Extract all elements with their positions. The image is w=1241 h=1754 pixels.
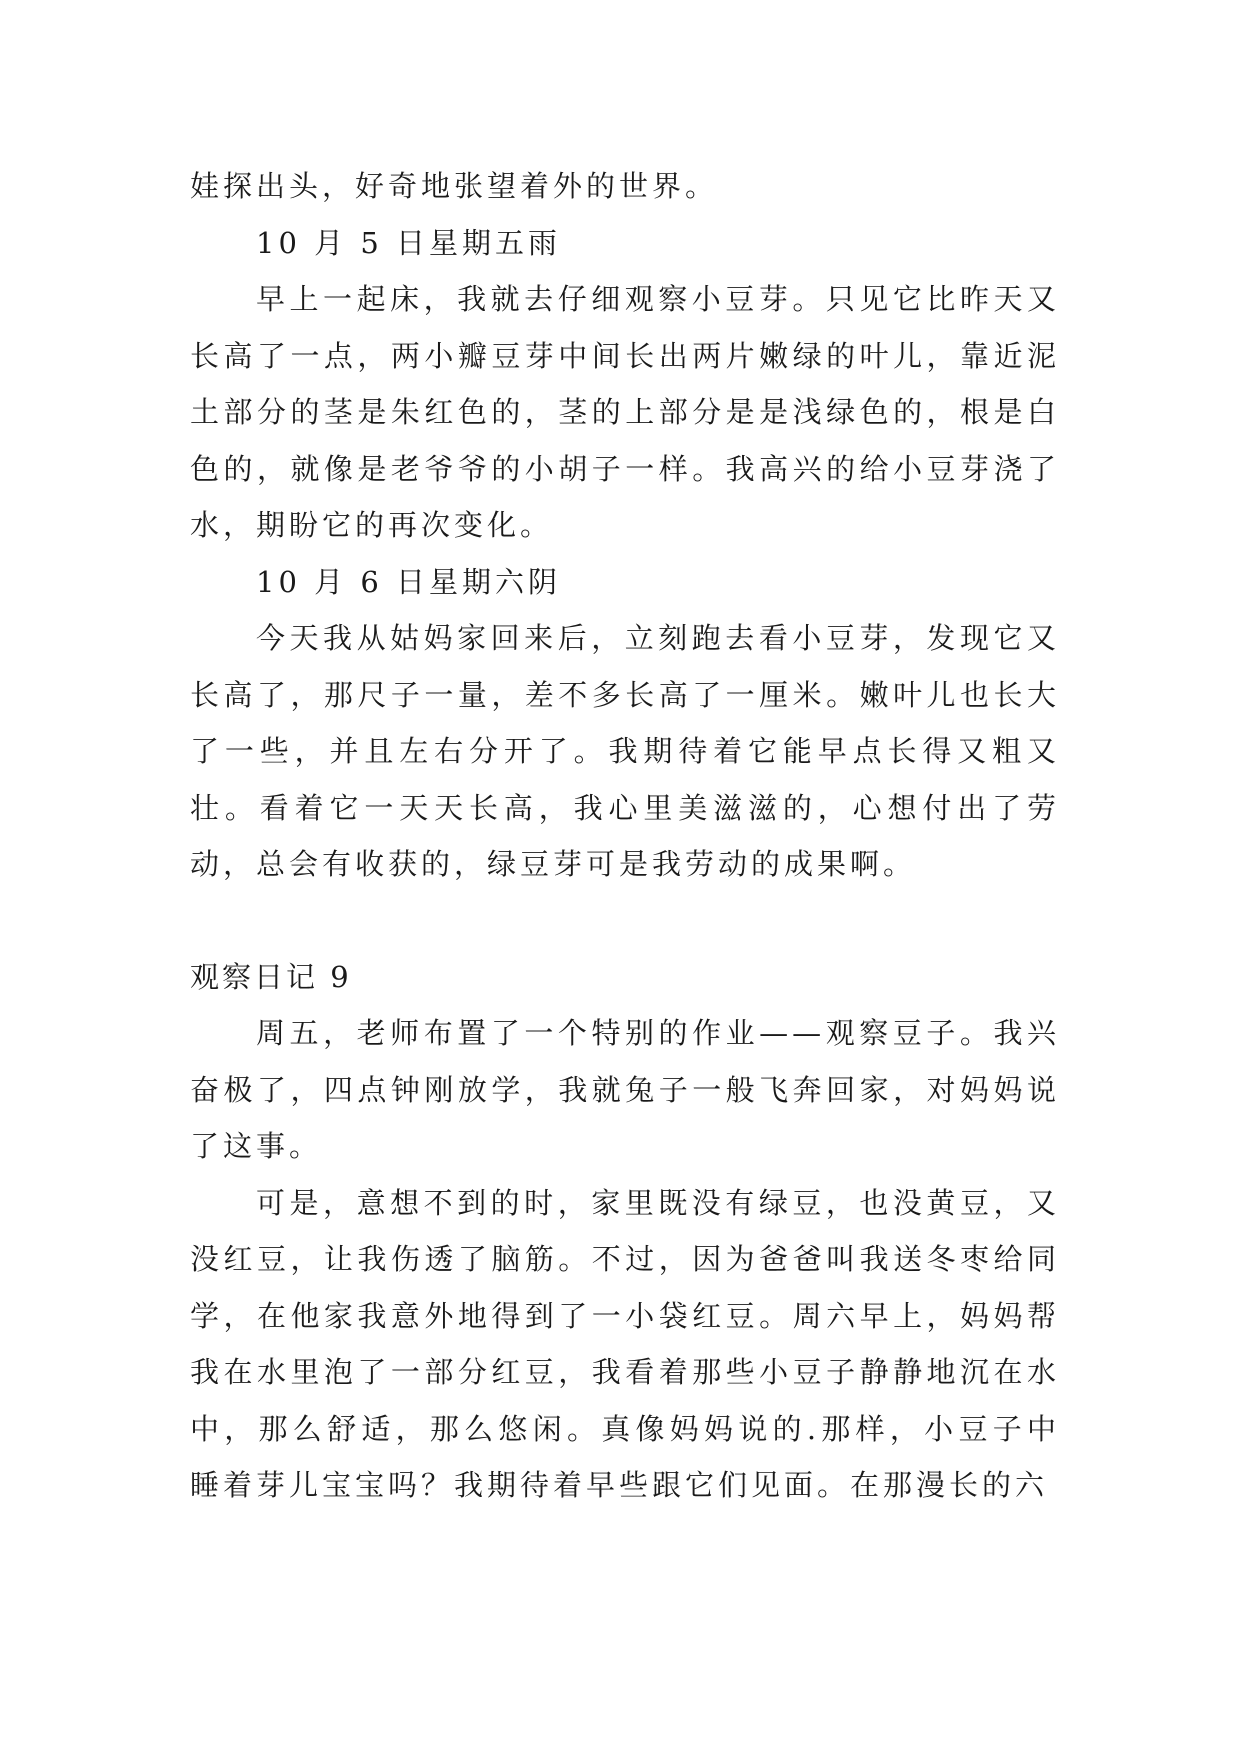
section-spacer [190,893,1060,949]
section-title: 观察日记 9 [190,959,352,994]
paragraph-continuation: 娃探出头，好奇地张望着外的世界。 [190,169,719,203]
paragraph-oct-5-entry: 早上一起床，我就去仔细观察小豆芽。只见它比昨天又长高了一点，两小瓣豆芽中间长出两片嫩绿的叶儿，靠近泥土部分的茎是朱红色的，茎的上部分是是浅绿色的，根是白色的，就像是老爷爷的小胡子一样。我高兴的给小豆芽浇了水，期盼它的再次变化。 [190,282,1060,542]
paragraph-oct-6-entry: 今天我从姑妈家回来后，立刻跑去看小豆芽，发现它又长高了，那尺子一量，差不多长高了一厘米。嫩叶儿也长大了一些，并且左右分开了。我期待着它能早点长得又粗又壮。看着它一天天长高，我心里美滋滋的，心想付出了劳动，总会有收获的，绿豆芽可是我劳动的成果啊。 [190,621,1060,881]
diary-date-oct-5: 10 月 5 日星期五雨 [256,225,562,260]
paragraph-homework: 周五，老师布置了一个特别的作业——观察豆子。我兴奋极了，四点钟刚放学，我就兔子一般飞奔回家，对妈妈说了这事。 [190,1016,1060,1163]
document-body [190,158,1060,1514]
paragraph-red-beans: 可是，意想不到的时，家里既没有绿豆，也没黄豆，又没红豆，让我伤透了脑筋。不过，因为爸爸叫我送冬枣给同学，在他家我意外地得到了一小袋红豆。周六早上，妈妈帮我在水里泡了一部分红豆，我看着那些小豆子静静地沉在水中，那么舒适，那么悠闲。真像妈妈说的.那样，小豆子中睡着芽儿宝宝吗？我期待着早些跟它们见面。在那漫长的六 [190,1185,1060,1502]
diary-date-oct-6: 10 月 6 日星期六阴 [256,564,562,599]
